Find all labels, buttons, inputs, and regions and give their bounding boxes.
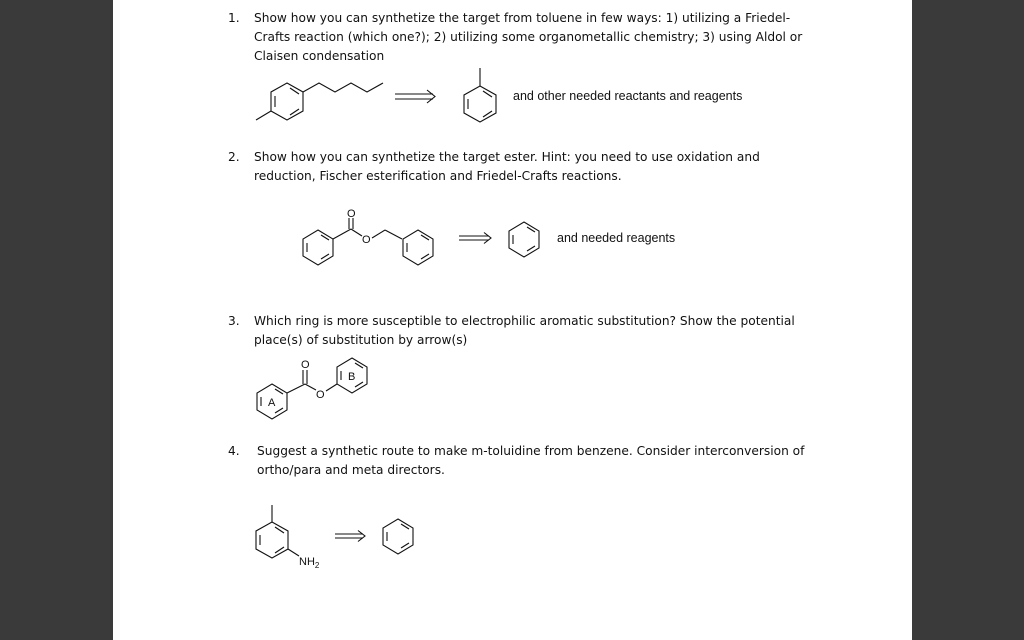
ring-b-label: B	[348, 371, 356, 383]
question-number: 4.	[228, 444, 240, 458]
q1-target-structure	[256, 83, 383, 120]
question-number: 3.	[228, 314, 240, 328]
q1-toluene	[464, 68, 496, 122]
question-text: Suggest a synthetic route to make m-toluidine from benzene. Consider interconversion of ortho/para and meta directors.	[257, 444, 805, 477]
amine-label: $NH_2$	[299, 556, 320, 570]
carbonyl-oxygen: O	[347, 208, 356, 220]
reagents-note: and other needed reactants and reagents	[513, 89, 743, 103]
q2-target-ester	[303, 208, 433, 265]
q3-phenyl-ester	[257, 358, 367, 419]
question-number: 2.	[228, 150, 240, 164]
document-page	[113, 0, 912, 640]
retrosynthesis-arrow	[335, 531, 365, 542]
reagents-note: and needed reagents	[557, 231, 676, 245]
q4-m-toluidine	[256, 505, 320, 570]
q4-benzene	[383, 519, 413, 554]
ring-a-label: A	[268, 397, 276, 409]
question-number: 1.	[228, 11, 240, 25]
q2-benzene	[509, 222, 539, 257]
retrosynthesis-arrow	[395, 90, 435, 103]
carbonyl-oxygen: O	[301, 359, 310, 371]
ester-oxygen: O	[316, 389, 325, 401]
question-text: Show how you can synthetize the target ester. Hint: you need to use oxidation and reduction, Fischer esterification and Friedel-Crafts reactions.	[254, 150, 760, 183]
structure-drawings	[113, 0, 912, 640]
question-text: Which ring is more susceptible to electrophilic aromatic substitution? Show the potential place(s) of substitution by arrow(s)	[254, 314, 795, 347]
retrosynthesis-arrow	[459, 233, 491, 244]
question-text: Show how you can synthetize the target from toluene in few ways: 1) utilizing a Friedel-Crafts reaction (which one?); 2) utilizing some organometallic chemistry; 3) using Aldol or Claisen condensation	[254, 11, 803, 63]
ester-oxygen: O	[362, 234, 371, 246]
